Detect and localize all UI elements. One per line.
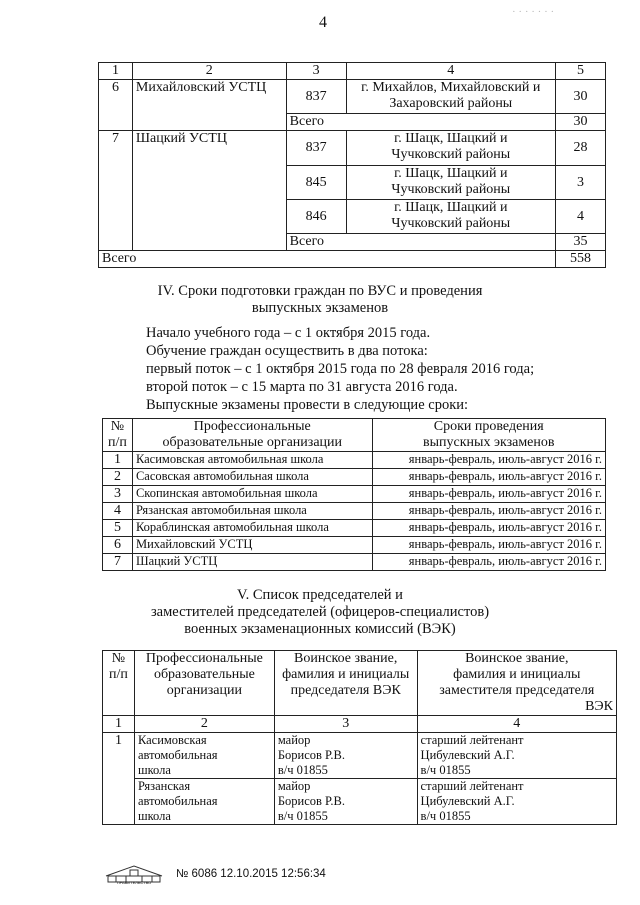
col-number: 2 (132, 63, 286, 80)
row-num: 1 (103, 452, 133, 469)
org-line: Рязанская (137, 779, 191, 793)
col-number: 3 (286, 63, 346, 80)
document-registration: № 6086 12.10.2015 12:56:34 (176, 868, 326, 880)
org-name (134, 733, 274, 779)
scan-marks: · · · · · · · (512, 6, 555, 18)
header-line: образовательные (153, 667, 255, 682)
subtotal-label: Всего (286, 114, 555, 131)
deputy-line: в/ч 01855 (420, 809, 471, 823)
title-line: V. Список председателей и (237, 587, 403, 603)
district-line: г. Михайлов, Михайловский и (361, 80, 541, 95)
section-4-text (146, 324, 616, 414)
chair-line: в/ч 01855 (277, 763, 328, 777)
header-line: п/п (108, 435, 127, 450)
org-name: Шацкий УСТЦ (132, 131, 286, 251)
page-number: 4 (319, 14, 327, 31)
chair-line: в/ч 01855 (277, 809, 328, 823)
subtotal-label: Всего (286, 234, 555, 251)
title-line: заместителей председателей (офицеров-специалистов) (150, 604, 490, 620)
header-line: п/п (109, 667, 128, 682)
table-row (103, 554, 606, 571)
header-line: № (111, 651, 126, 666)
col-number: 4 (417, 716, 616, 733)
header-line: Сроки проведения (433, 419, 544, 434)
district (346, 166, 556, 200)
header-term (372, 419, 605, 452)
col-number: 1 (103, 716, 135, 733)
vus-code: 846 (286, 200, 346, 234)
deputy-line: в/ч 01855 (420, 763, 471, 777)
chair-line: майор (277, 779, 311, 793)
row-num: 4 (103, 503, 133, 520)
chair-line: Борисов Р.В. (277, 794, 346, 808)
header-line: фамилия и инициалы (453, 667, 581, 682)
table-row (99, 131, 606, 166)
table-header-row (103, 419, 606, 452)
table-row (103, 733, 617, 779)
header-line: Воинское звание, (465, 651, 569, 666)
count: 28 (556, 131, 606, 166)
table-header-row (99, 63, 606, 80)
header-chair (274, 651, 417, 716)
column-number-row (103, 716, 617, 733)
district-line: Чучковский районы (391, 147, 511, 162)
district-line: Захаровский районы (389, 96, 513, 111)
chairman (274, 779, 417, 825)
col-number: 5 (556, 63, 606, 80)
org-name: Касимовская автомобильная школа (132, 452, 372, 469)
col-number: 4 (346, 63, 556, 80)
org-name: Кораблинская автомобильная школа (132, 520, 372, 537)
vus-code: 845 (286, 166, 346, 200)
district (346, 131, 556, 166)
district-line: г. Шацк, Шацкий и (394, 166, 508, 181)
count: 4 (556, 200, 606, 234)
header-line: заместителя председателя (439, 683, 595, 698)
paragraph: второй поток – с 15 марта по 31 августа 2016 года. (146, 379, 458, 395)
org-name: Шацкий УСТЦ (132, 554, 372, 571)
deputy (417, 779, 616, 825)
grand-total-row (99, 251, 606, 268)
deputy-line: Цибулевский А.Г. (420, 748, 515, 762)
row-num: 2 (103, 469, 133, 486)
col-number: 3 (274, 716, 417, 733)
header-line: организации (166, 683, 242, 698)
paragraph: Начало учебного года – с 1 октября 2015 года. (146, 325, 431, 341)
paragraph: первый поток – с 1 октября 2015 года по 28 февраля 2016 года; (146, 361, 535, 377)
districts-table (98, 62, 606, 268)
row-num: 7 (103, 554, 133, 571)
exam-terms-table (102, 418, 606, 571)
header-line: председателя ВЭК (290, 683, 401, 698)
table-row (103, 779, 617, 825)
section-5-title (120, 587, 520, 638)
vus-code: 837 (286, 80, 346, 114)
table-row (103, 537, 606, 554)
paragraph: Выпускные экзамены провести в следующие сроки: (146, 397, 469, 413)
org-name: Михайловский УСТЦ (132, 537, 372, 554)
district-line: г. Шацк, Шацкий и (394, 131, 508, 146)
header-num (103, 419, 133, 452)
grand-total-label: Всего (99, 251, 556, 268)
deputy (417, 733, 616, 779)
table-row (99, 80, 606, 114)
header-org (132, 419, 372, 452)
deputy-line: старший лейтенант (420, 779, 524, 793)
org-name (134, 779, 274, 825)
header-line: Профессиональные (145, 651, 263, 666)
row-num: 1 (103, 733, 135, 825)
vus-code: 837 (286, 131, 346, 166)
deputy-line: Цибулевский А.Г. (420, 794, 515, 808)
header-line: Профессиональные (193, 419, 311, 434)
col-number: 1 (99, 63, 133, 80)
row-num: 6 (99, 80, 133, 131)
exam-term: январь-февраль, июль-август 2016 г. (372, 469, 605, 486)
row-num: 5 (103, 520, 133, 537)
chairman (274, 733, 417, 779)
table-row (103, 469, 606, 486)
title-line: IV. Сроки подготовки граждан по ВУС и проведения (157, 283, 483, 299)
chair-line: Борисов Р.В. (277, 748, 346, 762)
district (346, 80, 556, 114)
title-line: военных экзаменационных комиссий (ВЭК) (184, 621, 456, 637)
subtotal: 35 (556, 234, 606, 251)
col-number: 2 (134, 716, 274, 733)
header-line: фамилия и инициалы (282, 667, 410, 682)
exam-term: январь-февраль, июль-август 2016 г. (372, 486, 605, 503)
org-line: школа (137, 809, 171, 823)
paragraph: Обучение граждан осуществить в два потока: (146, 343, 428, 359)
district-line: Чучковский районы (391, 216, 511, 231)
district (346, 200, 556, 234)
table-header-row (103, 651, 617, 716)
header-deputy (417, 651, 616, 716)
grand-total: 558 (556, 251, 606, 268)
exam-term: январь-февраль, июль-август 2016 г. (372, 503, 605, 520)
header-org (134, 651, 274, 716)
header-line: образовательные организации (162, 435, 343, 450)
subtotal: 30 (556, 114, 606, 131)
row-num: 6 (103, 537, 133, 554)
org-name: Сасовская автомобильная школа (132, 469, 372, 486)
exam-term: январь-февраль, июль-август 2016 г. (372, 537, 605, 554)
title-line: выпускных экзаменов (251, 300, 389, 316)
exam-term: январь-февраль, июль-август 2016 г. (372, 520, 605, 537)
government-stamp-icon (98, 862, 170, 886)
stamp-label: ПРАВИТЕЛЬСТВО (116, 880, 152, 885)
row-num: 3 (103, 486, 133, 503)
table-row (103, 503, 606, 520)
deputy-line: старший лейтенант (420, 733, 524, 747)
header-line: № (110, 419, 125, 434)
row-num: 7 (99, 131, 133, 251)
org-name: Михайловский УСТЦ (132, 80, 286, 131)
table-row (103, 520, 606, 537)
header-line: выпускных экзаменов (423, 435, 555, 450)
org-line: школа (137, 763, 171, 777)
count: 3 (556, 166, 606, 200)
district-line: Чучковский районы (391, 182, 511, 197)
section-4-title (120, 283, 520, 317)
table-row (103, 452, 606, 469)
table-row (103, 486, 606, 503)
org-name: Скопинская автомобильная школа (132, 486, 372, 503)
org-name: Рязанская автомобильная школа (132, 503, 372, 520)
district-line: г. Шацк, Шацкий и (394, 200, 508, 215)
exam-term: январь-февраль, июль-август 2016 г. (372, 452, 605, 469)
org-line: автомобильная (137, 794, 218, 808)
header-line: ВЭК (585, 699, 613, 714)
org-line: Касимовская (137, 733, 207, 747)
header-num (103, 651, 135, 716)
commission-table (102, 650, 617, 825)
count: 30 (556, 80, 606, 114)
exam-term: январь-февраль, июль-август 2016 г. (372, 554, 605, 571)
header-line: Воинское звание, (294, 651, 398, 666)
org-line: автомобильная (137, 748, 218, 762)
chair-line: майор (277, 733, 311, 747)
